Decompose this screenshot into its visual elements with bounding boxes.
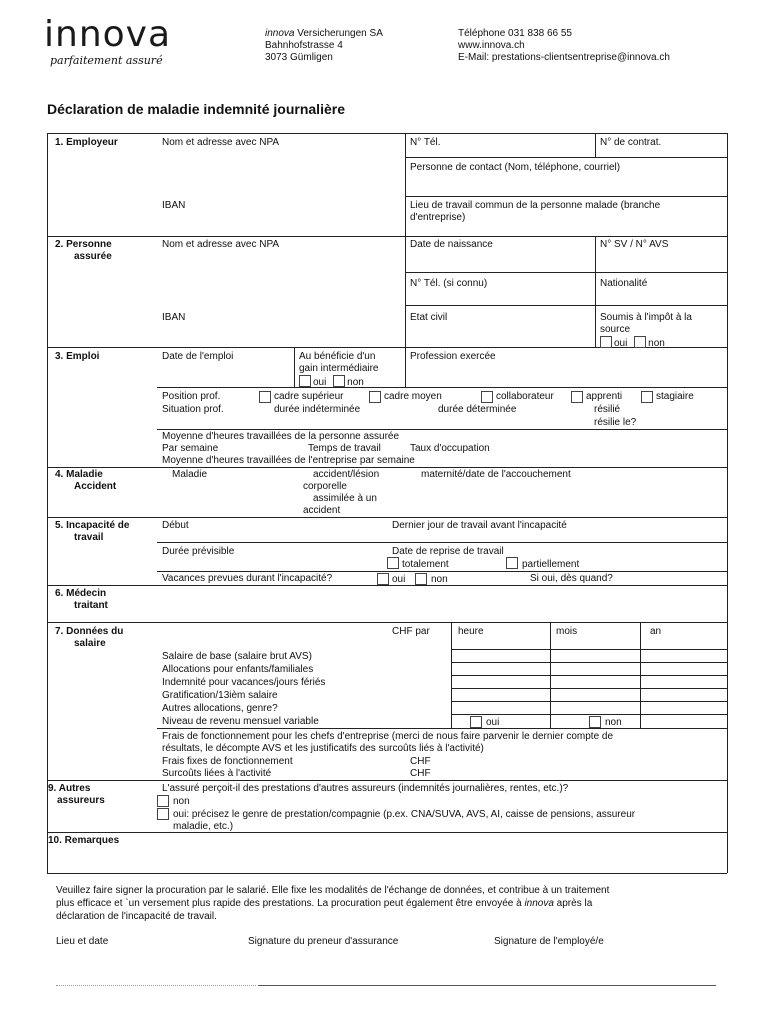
situation-definite-option[interactable]: durée déterminée [438, 404, 517, 415]
work-time-field[interactable]: Temps de travail [308, 443, 381, 454]
doctor-field[interactable] [162, 590, 722, 618]
section-label-other-insurers [48, 783, 105, 807]
interim-no-checkbox[interactable] [333, 375, 345, 387]
contract-number-field[interactable]: N° de contrat. [600, 137, 662, 148]
position-intern-checkbox[interactable] [641, 391, 653, 403]
situation-indefinite-option[interactable]: durée indéterminée [274, 404, 361, 415]
variable-income-no-checkbox[interactable] [589, 716, 601, 728]
section-label-line2: travail [74, 532, 104, 543]
resume-partially-checkbox[interactable] [506, 557, 518, 569]
logo-tagline: parfaitement assuré [50, 54, 163, 67]
profession-field[interactable]: Profession exercée [410, 351, 496, 362]
maternity-option[interactable]: maternité/date de l'accouchement [421, 469, 571, 480]
resume-partially-label: partiellement [522, 559, 580, 570]
position-senior-label: cadre supérieur [274, 391, 344, 402]
accident-option[interactable] [303, 469, 379, 493]
tax-yes-label: oui [614, 338, 628, 349]
position-middle-checkbox[interactable] [369, 391, 381, 403]
contact-web[interactable]: www.innova.ch [458, 40, 525, 51]
situation-label: Situation prof. [162, 404, 224, 415]
company-address [265, 28, 383, 64]
procuration-brand: innova [524, 898, 554, 909]
avg-hours-company-field[interactable]: Moyenne d'heures travaillées de l'entreprise par semaine [162, 455, 415, 466]
expected-duration-field[interactable]: Durée prévisible [162, 546, 235, 557]
employee-signature-label: Signature de l'employé/e [494, 936, 604, 947]
other-insurers-no-label: non [173, 796, 190, 807]
other-insurers-no-checkbox[interactable] [157, 795, 169, 807]
salary-row-label: Gratification/13ièm salaire [162, 690, 278, 701]
company-city: 3073 Gümligen [265, 52, 333, 63]
section-label-employment: 3. Emploi [55, 351, 100, 362]
withholding-tax-line1: Soumis à l'impôt à la [600, 312, 692, 323]
policyholder-signature-label: Signature du preneur d'assurance [248, 936, 399, 947]
position-label: Position prof. [162, 391, 221, 402]
company-street: Bahnhofstrasse 4 [265, 40, 343, 51]
section-label-insured-person [55, 239, 112, 263]
section-label-illness-accident [55, 469, 116, 493]
holidays-yes-label: oui [392, 574, 406, 585]
avs-number-field[interactable]: N° SV / N° AVS [600, 239, 669, 250]
holidays-question: Vacances prevues durant l'incapacité? [162, 573, 333, 584]
section-label-line2: assureurs [57, 795, 105, 806]
interim-yes-label: oui [313, 377, 327, 388]
company-logo: innova [44, 14, 172, 55]
position-staff-label: collaborateur [496, 391, 554, 402]
employer-iban-field[interactable]: IBAN [162, 200, 186, 211]
column-year: an [650, 626, 662, 637]
variable-income-yes-checkbox[interactable] [470, 716, 482, 728]
fixed-costs-label: Frais fixes de fonctionnement [162, 756, 293, 767]
other-insurers-yes-line2: maladie, etc.) [173, 821, 234, 832]
extra-costs-chf-field[interactable]: CHF [410, 768, 431, 779]
avg-hours-person-label: Moyenne d'heures travaillées de la personne assurée [162, 431, 400, 442]
tax-no-label: non [648, 338, 665, 349]
last-work-day-field[interactable]: Dernier jour de travail avant l'incapacité [392, 520, 567, 531]
nationality-field[interactable]: Nationalité [600, 278, 648, 289]
holidays-since-field[interactable]: Si oui, dès quand? [530, 573, 613, 584]
employer-name-address-field[interactable]: Nom et adresse avec NPA [162, 137, 280, 148]
tax-yes-checkbox[interactable] [600, 336, 612, 348]
workplace-label-line2: d'entreprise) [410, 212, 466, 223]
section-label-line2: traitant [74, 600, 108, 611]
other-insurers-question: L'assuré perçoit-il des prestations d'autres assureurs (indemnités journalières, rentes, etc.)? [162, 783, 569, 794]
section-label-line1: 7. Données du [55, 626, 124, 637]
section-label-line2: salaire [74, 638, 106, 649]
illness-option[interactable]: Maladie [172, 469, 208, 480]
contact-email[interactable]: E-Mail: prestations-clientsentreprise@innova.ch [458, 52, 670, 63]
salary-row-label: Salaire de base (salaire brut AVS) [162, 651, 312, 662]
employer-phone-field[interactable]: N° Tél. [410, 137, 441, 148]
assimilated-accident-option[interactable] [303, 493, 377, 517]
salary-row-label: Allocations pour enfants/familiales [162, 664, 314, 675]
company-name: Versicherungen SA [294, 28, 383, 39]
section-label-doctor [55, 588, 108, 612]
holidays-yes-checkbox[interactable] [377, 573, 389, 585]
assimilated-line2: accident [303, 505, 341, 516]
place-date-signature-line[interactable] [56, 985, 256, 986]
signatures-line[interactable] [258, 985, 716, 986]
interim-gain-line2: gain intermédiaire [299, 363, 379, 374]
section-label-salary [55, 626, 123, 650]
extra-costs-label: Surcoûts liées à l'activité [162, 768, 272, 779]
section-label-employer: 1. Employeur [55, 137, 118, 148]
accident-line1: accident/lésion [313, 469, 380, 480]
per-week-field[interactable]: Par semaine [162, 443, 219, 454]
other-insurers-yes-line1: oui: précisez le genre de prestation/compagnie (p.ex. CNA/SUVA, AVS, AI, caisse de pensions, assureur [173, 809, 636, 820]
section-label-line1: 4. Maladie [55, 469, 103, 480]
salary-row-label: Niveau de revenu mensuel variable [162, 716, 319, 727]
withholding-tax-line2: source [600, 324, 631, 335]
interim-gain-question [299, 351, 379, 389]
operating-costs-line2: résultats, le décompte AVS et les justificatifs des surcoûts liés à l'activité) [162, 743, 484, 754]
insured-iban-field[interactable]: IBAN [162, 312, 186, 323]
incapacity-start-field[interactable]: Début [162, 520, 189, 531]
variable-income-no-label: non [605, 717, 622, 728]
employment-start-field[interactable]: Date de l'emploi [162, 351, 234, 362]
position-senior-checkbox[interactable] [259, 391, 271, 403]
resume-totally-checkbox[interactable] [387, 557, 399, 569]
fixed-costs-chf-field[interactable]: CHF [410, 756, 431, 767]
resume-totally-label: totalement [402, 559, 449, 570]
operating-costs-line1: Frais de fonctionnement pour les chefs d'entreprise (merci de nous faire parvenir le dernier compte de [162, 731, 614, 742]
section-label-line1: 6. Médecin [55, 588, 107, 599]
section-label-line1: 9. Autres [48, 783, 91, 794]
accident-line2: corporelle [303, 481, 347, 492]
withholding-tax-question [600, 312, 692, 350]
remarks-field[interactable] [162, 848, 722, 870]
salary-row-label: Indemnité pour vacances/jours fériés [162, 677, 326, 688]
section-label-line1: 5. Incapacité de [55, 520, 130, 531]
procuration-note [56, 884, 609, 923]
place-date-label: Lieu et date [56, 936, 109, 947]
operating-costs-text [162, 731, 613, 755]
workplace-field[interactable] [410, 200, 660, 224]
position-intern-label: stagiaire [656, 391, 694, 402]
interim-yes-checkbox[interactable] [299, 375, 311, 387]
contact-person-field[interactable]: Personne de contact (Nom, téléphone, courriel) [410, 162, 621, 173]
section-label-line2: Accident [74, 481, 117, 492]
civil-status-field[interactable]: Etat civil [410, 312, 448, 323]
company-brand: innova [265, 28, 295, 39]
termination-date-field[interactable]: résilie le? [594, 417, 637, 428]
column-hour: heure [458, 626, 484, 637]
column-month: mois [556, 626, 578, 637]
position-apprentice-label: apprenti [586, 391, 623, 402]
position-apprentice-checkbox[interactable] [571, 391, 583, 403]
holidays-no-label: non [431, 574, 448, 585]
chf-per-label: CHF par [392, 626, 430, 637]
other-insurers-yes-label [173, 809, 635, 833]
resumption-date-field[interactable]: Date de reprise de travail [392, 546, 504, 557]
birth-date-field[interactable]: Date de naissance [410, 239, 493, 250]
other-insurers-yes-checkbox[interactable] [157, 808, 169, 820]
section-label-line1: 2. Personne [55, 239, 112, 250]
assimilated-line1: assimilée à un [313, 493, 377, 504]
procuration-line2: plus efficace et `un versement plus rapide des prestations. La procuration peut également être envoyée à [56, 898, 522, 909]
position-middle-label: cadre moyen [384, 391, 442, 402]
insured-phone-field[interactable]: N° Tél. (si connu) [410, 278, 488, 289]
variable-income-yes-label: oui [486, 717, 500, 728]
occupation-rate-field[interactable]: Taux d'occupation [410, 443, 490, 454]
position-staff-checkbox[interactable] [481, 391, 493, 403]
tax-no-checkbox[interactable] [634, 336, 646, 348]
procuration-line1: Veuillez faire signer la procuration par le salarié. Elle fixe les modalités de l'échange de données, et contribue à un traitement [56, 885, 610, 896]
company-contact [458, 28, 670, 64]
holidays-no-checkbox[interactable] [415, 573, 427, 585]
procuration-line3: déclaration de l'incapacité de travail. [56, 911, 217, 922]
situation-terminated-option[interactable]: résilié [594, 404, 621, 415]
section-label-remarks: 10. Remarques [48, 835, 120, 846]
workplace-label-line1: Lieu de travail commun de la personne malade (branche [410, 200, 661, 211]
interim-gain-line1: Au bénéficie d'un [299, 351, 376, 362]
page-title: Déclaration de maladie indemnité journalière [47, 101, 345, 117]
section-label-incapacity [55, 520, 129, 544]
salary-row-label: Autres allocations, genre? [162, 703, 278, 714]
insured-name-address-field[interactable]: Nom et adresse avec NPA [162, 239, 280, 250]
procuration-line2-end: après la [553, 898, 593, 909]
contact-phone: Téléphone 031 838 66 55 [458, 28, 572, 39]
section-label-line2: assurée [74, 251, 112, 262]
interim-no-label: non [347, 377, 364, 388]
